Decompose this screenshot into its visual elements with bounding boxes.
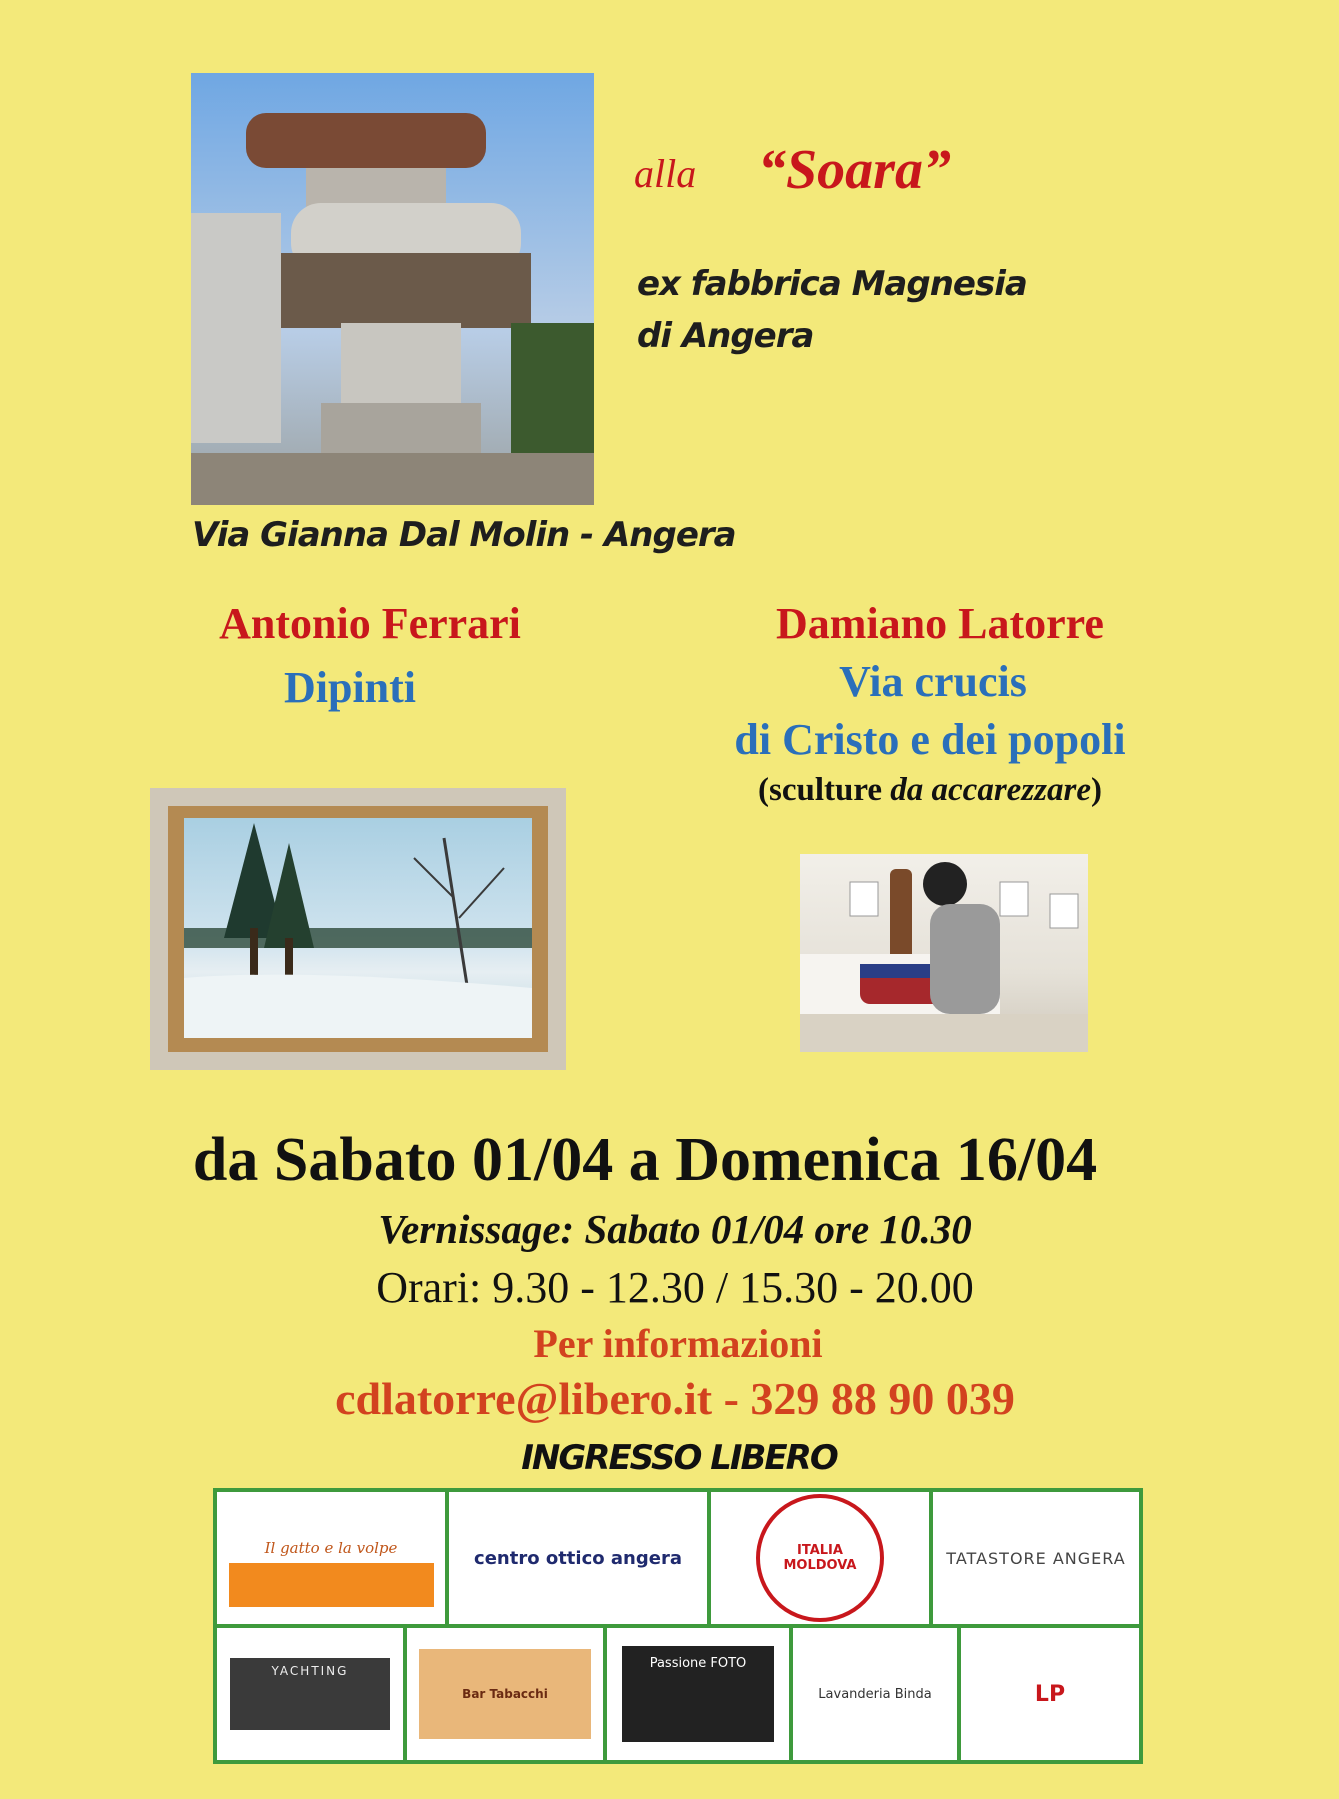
sponsor-bar-tabacchi-label: Bar Tabacchi xyxy=(462,1687,548,1701)
sculpture-scene xyxy=(800,854,1088,1052)
sponsor-tatastore[interactable] xyxy=(933,1492,1139,1624)
vernissage: Vernissage: Sabato 01/04 ore 10.30 xyxy=(378,1206,972,1252)
note-italic: da accarezzare xyxy=(890,772,1091,808)
venue-description xyxy=(637,258,1027,362)
sponsors-row-2 xyxy=(217,1628,1139,1760)
artist-right-name: Damiano Latorre xyxy=(776,599,1104,648)
venue-line-2: di Angera xyxy=(637,316,814,356)
sponsors-grid xyxy=(213,1488,1143,1764)
note-suffix: ) xyxy=(1091,772,1102,808)
sponsor-gatto-volpe[interactable] xyxy=(217,1492,449,1624)
sponsor-gatto-volpe-label: Il gatto e la volpe xyxy=(264,1539,398,1557)
factory-photo xyxy=(191,73,594,505)
sponsor-yachting-label: YACHTING xyxy=(271,1664,349,1678)
sponsor-italia-moldova[interactable] xyxy=(711,1492,933,1624)
opening-hours: Orari: 9.30 - 12.30 / 15.30 - 20.00 xyxy=(376,1263,974,1312)
sponsor-passione-foto[interactable] xyxy=(607,1628,793,1760)
factory-illustration xyxy=(191,73,594,505)
address: Via Gianna Dal Molin - Angera xyxy=(192,515,736,555)
sponsor-lp[interactable] xyxy=(961,1628,1139,1760)
venue-name: “Soara” xyxy=(758,139,951,201)
venue-line-1: ex fabbrica Magnesia xyxy=(637,264,1027,304)
note-prefix: (sculture xyxy=(757,772,891,808)
sponsor-centro-ottico[interactable] xyxy=(449,1492,711,1624)
sponsor-lavanderia-binda-label: Lavanderia Binda xyxy=(818,1686,932,1702)
sponsor-italia-moldova-label: ITALIA MOLDOVA xyxy=(783,1543,857,1573)
info-label: Per informazioni xyxy=(533,1321,823,1366)
sponsor-tatastore-label: TATASTORE ANGERA xyxy=(946,1548,1126,1568)
free-entry: INGRESSO LIBERO xyxy=(521,1438,837,1478)
painting-photo xyxy=(150,788,566,1070)
sponsor-centro-ottico-label: centro ottico angera xyxy=(474,1547,682,1569)
alla-label: alla xyxy=(634,151,697,196)
artist-left-work: Dipinti xyxy=(283,663,417,712)
sponsor-lavanderia-binda[interactable] xyxy=(793,1628,961,1760)
sponsor-passione-foto-label: Passione FOTO xyxy=(649,1656,747,1671)
artist-right-work-line-1: Via crucis xyxy=(839,657,1027,706)
artist-right-note xyxy=(700,772,1160,809)
artist-left-name: Antonio Ferrari xyxy=(219,599,521,648)
sculpture-photo xyxy=(800,854,1088,1052)
winter-landscape xyxy=(184,818,532,1038)
sponsor-bar-tabacchi[interactable] xyxy=(407,1628,607,1760)
artist-right-work-line-2: di Cristo e dei popoli xyxy=(734,715,1126,764)
event-dates: da Sabato 01/04 a Domenica 16/04 xyxy=(192,1126,1098,1194)
contact-info[interactable]: cdlatorre@libero.it - 329 88 90 039 xyxy=(335,1373,1015,1424)
sponsor-lp-label: LP xyxy=(1034,1681,1066,1707)
sponsors-row-1 xyxy=(217,1492,1139,1628)
sponsor-yachting[interactable] xyxy=(217,1628,407,1760)
